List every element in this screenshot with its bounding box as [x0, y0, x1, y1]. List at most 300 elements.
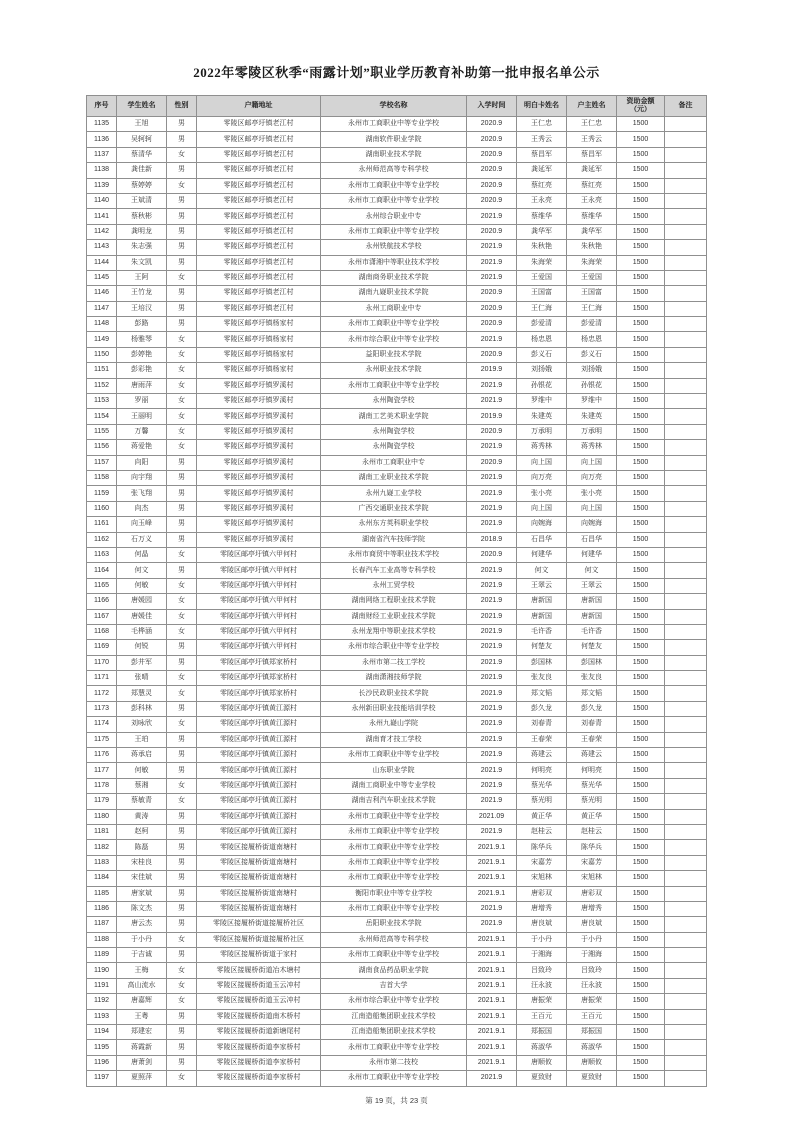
cell-school: 湖南商务职业技术学院 — [321, 270, 467, 285]
cell-remark — [665, 224, 707, 239]
cell-student-name: 龚佳新 — [117, 163, 167, 178]
cell-enroll-date: 2018.9 — [467, 532, 517, 547]
cell-card-name: 何文 — [517, 563, 567, 578]
cell-index: 1154 — [87, 409, 117, 424]
cell-amount: 1500 — [617, 624, 665, 639]
cell-amount: 1500 — [617, 932, 665, 947]
table-row — [87, 886, 707, 901]
cell-enroll-date: 2021.9 — [467, 717, 517, 732]
cell-school: 吉首大学 — [321, 978, 467, 993]
cell-remark — [665, 763, 707, 778]
cell-student-name: 朱文凯 — [117, 255, 167, 270]
cell-address: 零陵区邮亭圩镇老江村 — [197, 178, 321, 193]
cell-student-name: 高山流水 — [117, 978, 167, 993]
cell-remark — [665, 240, 707, 255]
table-row — [87, 117, 707, 132]
cell-amount: 1500 — [617, 317, 665, 332]
cell-amount: 1500 — [617, 470, 665, 485]
cell-enroll-date: 2021.9 — [467, 378, 517, 393]
cell-householder-name: 蔡红亮 — [567, 178, 617, 193]
cell-card-name: 彭爱清 — [517, 317, 567, 332]
cell-card-name: 吕致玲 — [517, 963, 567, 978]
cell-amount: 1500 — [617, 117, 665, 132]
table-row — [87, 486, 707, 501]
cell-school: 永州市工商职业中等专业学校 — [321, 901, 467, 916]
cell-address: 零陵区邮亭圩镇黄江源村 — [197, 809, 321, 824]
cell-amount: 1500 — [617, 563, 665, 578]
cell-householder-name: 彭爱清 — [567, 317, 617, 332]
cell-gender: 女 — [167, 594, 197, 609]
cell-index: 1138 — [87, 163, 117, 178]
cell-address: 零陵区接履桥街道于家村 — [197, 948, 321, 963]
cell-gender: 女 — [167, 363, 197, 378]
cell-school: 益阳职业技术学院 — [321, 347, 467, 362]
cell-gender: 男 — [167, 255, 197, 270]
cell-amount: 1500 — [617, 609, 665, 624]
cell-remark — [665, 701, 707, 716]
cell-enroll-date: 2021.9 — [467, 578, 517, 593]
cell-amount: 1500 — [617, 578, 665, 593]
cell-enroll-date: 2021.9 — [467, 901, 517, 916]
cell-card-name: 何明亮 — [517, 763, 567, 778]
cell-enroll-date: 2021.9 — [467, 563, 517, 578]
cell-enroll-date: 2021.9.1 — [467, 886, 517, 901]
cell-amount: 1500 — [617, 332, 665, 347]
cell-gender: 女 — [167, 347, 197, 362]
cell-student-name: 唐嘉辉 — [117, 994, 167, 1009]
cell-student-name: 蔡湘 — [117, 778, 167, 793]
cell-card-name: 王国富 — [517, 286, 567, 301]
cell-gender: 女 — [167, 609, 197, 624]
cell-householder-name: 龚华军 — [567, 224, 617, 239]
table-row — [87, 640, 707, 655]
cell-gender: 男 — [167, 117, 197, 132]
cell-enroll-date: 2021.9.1 — [467, 1025, 517, 1040]
cell-enroll-date: 2021.9 — [467, 609, 517, 624]
cell-card-name: 蒋秀林 — [517, 440, 567, 455]
cell-remark — [665, 255, 707, 270]
cell-student-name: 蔡婷婷 — [117, 178, 167, 193]
cell-address: 零陵区邮亭圩镇黄江源村 — [197, 701, 321, 716]
cell-address: 零陵区邮亭圩镇罗溪村 — [197, 486, 321, 501]
cell-enroll-date: 2021.9 — [467, 501, 517, 516]
cell-remark — [665, 624, 707, 639]
table-row — [87, 732, 707, 747]
cell-enroll-date: 2020.9 — [467, 193, 517, 208]
cell-householder-name: 何建华 — [567, 547, 617, 562]
table-row — [87, 578, 707, 593]
cell-householder-name: 朱建英 — [567, 409, 617, 424]
cell-index: 1176 — [87, 748, 117, 763]
cell-amount: 1500 — [617, 240, 665, 255]
table-row — [87, 347, 707, 362]
cell-school: 湖南潇湘技师学院 — [321, 671, 467, 686]
cell-householder-name: 何明亮 — [567, 763, 617, 778]
cell-householder-name: 蔡昌军 — [567, 147, 617, 162]
cell-address: 零陵区邮亭圩镇老江村 — [197, 163, 321, 178]
cell-gender: 女 — [167, 994, 197, 1009]
table-row — [87, 378, 707, 393]
cell-householder-name: 向上国 — [567, 501, 617, 516]
cell-enroll-date: 2020.9 — [467, 178, 517, 193]
cell-student-name: 向阳 — [117, 455, 167, 470]
cell-school: 岳阳职业技术学院 — [321, 917, 467, 932]
cell-amount: 1500 — [617, 501, 665, 516]
cell-remark — [665, 193, 707, 208]
cell-amount: 1500 — [617, 748, 665, 763]
cell-card-name: 王秀云 — [517, 132, 567, 147]
roster-table — [86, 95, 707, 1087]
cell-enroll-date: 2020.9 — [467, 347, 517, 362]
cell-index: 1194 — [87, 1025, 117, 1040]
cell-householder-name: 王国富 — [567, 286, 617, 301]
cell-school: 永州市工商职业中等专业学校 — [321, 1071, 467, 1086]
cell-card-name: 刘春青 — [517, 717, 567, 732]
cell-remark — [665, 424, 707, 439]
cell-card-name: 万承明 — [517, 424, 567, 439]
cell-index: 1163 — [87, 547, 117, 562]
cell-gender: 男 — [167, 1055, 197, 1070]
cell-school: 永州市工商职业中等专业学校 — [321, 178, 467, 193]
cell-remark — [665, 163, 707, 178]
cell-student-name: 唐雨萍 — [117, 378, 167, 393]
cell-enroll-date: 2021.9 — [467, 763, 517, 778]
cell-school: 永州东方英科职业学校 — [321, 517, 467, 532]
cell-remark — [665, 347, 707, 362]
cell-address: 零陵区邮亭圩镇郑家桥村 — [197, 686, 321, 701]
table-header — [87, 96, 707, 117]
cell-school: 永州市综合职业中等专业学校 — [321, 332, 467, 347]
cell-card-name: 唐振荣 — [517, 994, 567, 1009]
cell-card-name: 王永亮 — [517, 193, 567, 208]
cell-student-name: 彭科林 — [117, 701, 167, 716]
cell-gender: 女 — [167, 332, 197, 347]
cell-address: 零陵区邮亭圩镇黄江源村 — [197, 748, 321, 763]
cell-address: 零陵区邮亭圩镇六甲何村 — [197, 640, 321, 655]
cell-amount: 1500 — [617, 1025, 665, 1040]
cell-school: 永州铁航技术学校 — [321, 240, 467, 255]
cell-enroll-date: 2021.9.1 — [467, 855, 517, 870]
cell-amount: 1500 — [617, 178, 665, 193]
cell-remark — [665, 886, 707, 901]
cell-school: 湖南工商职业中等专业学校 — [321, 778, 467, 793]
cell-gender: 女 — [167, 578, 197, 593]
cell-remark — [665, 178, 707, 193]
cell-amount: 1500 — [617, 1071, 665, 1086]
cell-school: 永州市工商职业中等专业学校 — [321, 117, 467, 132]
cell-amount: 1500 — [617, 132, 665, 147]
cell-address: 零陵区邮亭圩镇罗溪村 — [197, 501, 321, 516]
cell-card-name: 赵桂云 — [517, 824, 567, 839]
cell-enroll-date: 2020.9 — [467, 547, 517, 562]
cell-householder-name: 王翠云 — [567, 578, 617, 593]
cell-index: 1137 — [87, 147, 117, 162]
cell-amount: 1500 — [617, 840, 665, 855]
cell-remark — [665, 748, 707, 763]
cell-address: 零陵区邮亭圩镇罗溪村 — [197, 424, 321, 439]
table-row — [87, 240, 707, 255]
cell-address: 零陵区邮亭圩镇老江村 — [197, 286, 321, 301]
cell-address: 零陵区邮亭圩镇黄江源村 — [197, 717, 321, 732]
page-number: 第 19 页，共 23 页 — [365, 1096, 428, 1105]
page-title: 2022年零陵区秋季“雨露计划”职业学历教育补助第一批申报名单公示 — [193, 65, 600, 80]
cell-student-name: 王竹龙 — [117, 286, 167, 301]
cell-householder-name: 蔡光华 — [567, 778, 617, 793]
cell-remark — [665, 563, 707, 578]
cell-school: 永州九嶷工业学校 — [321, 486, 467, 501]
cell-gender: 女 — [167, 409, 197, 424]
cell-student-name: 毛桦涵 — [117, 624, 167, 639]
table-row — [87, 609, 707, 624]
cell-index: 1155 — [87, 424, 117, 439]
table-row — [87, 332, 707, 347]
cell-school: 湖南财经工业职业技术学院 — [321, 609, 467, 624]
cell-householder-name: 唐新国 — [567, 594, 617, 609]
cell-card-name: 蔡昌军 — [517, 147, 567, 162]
cell-householder-name: 王百元 — [567, 1009, 617, 1024]
cell-index: 1149 — [87, 332, 117, 347]
cell-gender: 女 — [167, 378, 197, 393]
cell-student-name: 于吉诚 — [117, 948, 167, 963]
cell-enroll-date: 2020.9 — [467, 455, 517, 470]
cell-card-name: 张小亮 — [517, 486, 567, 501]
cell-index: 1170 — [87, 655, 117, 670]
cell-address: 零陵区邮亭圩镇黄江源村 — [197, 763, 321, 778]
table-row — [87, 147, 707, 162]
cell-school: 湖南工艺美术职业学院 — [321, 409, 467, 424]
cell-householder-name: 孙银花 — [567, 378, 617, 393]
cell-address: 零陵区接履桥街道接履桥社区 — [197, 932, 321, 947]
cell-enroll-date: 2020.9 — [467, 224, 517, 239]
cell-householder-name: 蒋淑华 — [567, 1040, 617, 1055]
cell-school: 湖南职业技术学院 — [321, 147, 467, 162]
cell-card-name: 向上国 — [517, 501, 567, 516]
cell-gender: 女 — [167, 932, 197, 947]
cell-address: 零陵区邮亭圩镇老江村 — [197, 132, 321, 147]
cell-school: 永州九嶷山学院 — [321, 717, 467, 732]
cell-school: 长春汽车工业高等专科学校 — [321, 563, 467, 578]
cell-school: 湖南育才技工学校 — [321, 732, 467, 747]
cell-address: 零陵区邮亭圩镇郑家桥村 — [197, 655, 321, 670]
cell-index: 1183 — [87, 855, 117, 870]
cell-enroll-date: 2021.9.1 — [467, 840, 517, 855]
cell-index: 1168 — [87, 624, 117, 639]
cell-enroll-date: 2019.9 — [467, 363, 517, 378]
cell-remark — [665, 486, 707, 501]
cell-remark — [665, 1055, 707, 1070]
cell-gender: 女 — [167, 717, 197, 732]
cell-gender: 男 — [167, 1009, 197, 1024]
cell-address: 零陵区邮亭圩镇老江村 — [197, 224, 321, 239]
cell-index: 1146 — [87, 286, 117, 301]
cell-index: 1139 — [87, 178, 117, 193]
cell-student-name: 蔡敏青 — [117, 794, 167, 809]
table-row — [87, 686, 707, 701]
cell-address: 零陵区邮亭圩镇杨家村 — [197, 363, 321, 378]
cell-enroll-date: 2021.9.1 — [467, 932, 517, 947]
cell-amount: 1500 — [617, 1040, 665, 1055]
cell-enroll-date: 2019.9 — [467, 409, 517, 424]
cell-amount: 1500 — [617, 270, 665, 285]
cell-householder-name: 吕致玲 — [567, 963, 617, 978]
cell-gender: 女 — [167, 978, 197, 993]
table-row — [87, 994, 707, 1009]
cell-amount: 1500 — [617, 209, 665, 224]
cell-gender: 女 — [167, 147, 197, 162]
cell-school: 永州市工商职业中等专业学校 — [321, 317, 467, 332]
cell-index: 1165 — [87, 578, 117, 593]
cell-card-name: 蔡红亮 — [517, 178, 567, 193]
cell-card-name: 孙银花 — [517, 378, 567, 393]
cell-remark — [665, 270, 707, 285]
cell-enroll-date: 2021.9 — [467, 701, 517, 716]
table-row — [87, 409, 707, 424]
cell-index: 1178 — [87, 778, 117, 793]
cell-card-name: 唐新国 — [517, 609, 567, 624]
cell-gender: 男 — [167, 824, 197, 839]
cell-index: 1181 — [87, 824, 117, 839]
cell-remark — [665, 963, 707, 978]
column-header-gender: 性别 — [167, 96, 197, 117]
column-header-index: 序号 — [87, 96, 117, 117]
cell-address: 零陵区接履桥街道李家桥村 — [197, 1040, 321, 1055]
cell-card-name: 何楚友 — [517, 640, 567, 655]
cell-remark — [665, 209, 707, 224]
cell-enroll-date: 2021.9.1 — [467, 994, 517, 1009]
cell-address: 零陵区邮亭圩镇老江村 — [197, 209, 321, 224]
cell-index: 1160 — [87, 501, 117, 516]
cell-enroll-date: 2021.9 — [467, 778, 517, 793]
cell-gender: 男 — [167, 470, 197, 485]
cell-gender: 女 — [167, 1071, 197, 1086]
cell-index: 1141 — [87, 209, 117, 224]
cell-amount: 1500 — [617, 363, 665, 378]
table-body — [87, 117, 707, 1087]
table-row — [87, 778, 707, 793]
cell-card-name: 唐良斌 — [517, 917, 567, 932]
table-row — [87, 871, 707, 886]
cell-card-name: 彭久龙 — [517, 701, 567, 716]
cell-enroll-date: 2020.9 — [467, 117, 517, 132]
cell-householder-name: 于小丹 — [567, 932, 617, 947]
cell-index: 1144 — [87, 255, 117, 270]
cell-student-name: 蔡秋彬 — [117, 209, 167, 224]
cell-school: 永州市工商职业中等专业学校 — [321, 809, 467, 824]
cell-gender: 男 — [167, 193, 197, 208]
cell-remark — [665, 286, 707, 301]
cell-gender: 男 — [167, 732, 197, 747]
cell-school: 永州龙翔中等职业技术学校 — [321, 624, 467, 639]
cell-remark — [665, 1071, 707, 1086]
cell-amount: 1500 — [617, 948, 665, 963]
cell-remark — [665, 640, 707, 655]
cell-amount: 1500 — [617, 917, 665, 932]
cell-gender: 男 — [167, 163, 197, 178]
cell-card-name: 王百元 — [517, 1009, 567, 1024]
cell-enroll-date: 2021.9 — [467, 270, 517, 285]
cell-card-name: 向上国 — [517, 455, 567, 470]
cell-enroll-date: 2021.9 — [467, 640, 517, 655]
cell-householder-name: 王仁忠 — [567, 117, 617, 132]
cell-school: 衡阳市职业中等专业学校 — [321, 886, 467, 901]
cell-amount: 1500 — [617, 455, 665, 470]
cell-school: 永州工商职业中专 — [321, 301, 467, 316]
cell-amount: 1500 — [617, 763, 665, 778]
column-header-address: 户籍地址 — [197, 96, 321, 117]
cell-index: 1135 — [87, 117, 117, 132]
cell-amount: 1500 — [617, 701, 665, 716]
cell-student-name: 向杰 — [117, 501, 167, 516]
cell-address: 零陵区邮亭圩镇黄江源村 — [197, 732, 321, 747]
cell-householder-name: 蒋建云 — [567, 748, 617, 763]
cell-householder-name: 向婉海 — [567, 517, 617, 532]
cell-index: 1145 — [87, 270, 117, 285]
cell-remark — [665, 824, 707, 839]
cell-gender: 男 — [167, 224, 197, 239]
cell-amount: 1500 — [617, 778, 665, 793]
cell-school: 永州新田职业技能培训学校 — [321, 701, 467, 716]
table-row — [87, 224, 707, 239]
cell-householder-name: 黄正华 — [567, 809, 617, 824]
cell-amount: 1500 — [617, 163, 665, 178]
cell-index: 1191 — [87, 978, 117, 993]
cell-student-name: 宋佳斌 — [117, 871, 167, 886]
cell-householder-name: 张友良 — [567, 671, 617, 686]
table-row — [87, 840, 707, 855]
cell-remark — [665, 117, 707, 132]
cell-card-name: 郑文韬 — [517, 686, 567, 701]
cell-card-name: 唐增秀 — [517, 901, 567, 916]
cell-enroll-date: 2021.9.1 — [467, 948, 517, 963]
cell-remark — [665, 301, 707, 316]
cell-amount: 1500 — [617, 409, 665, 424]
cell-student-name: 何文 — [117, 563, 167, 578]
cell-enroll-date: 2021.9 — [467, 686, 517, 701]
cell-gender: 女 — [167, 624, 197, 639]
cell-student-name: 宋桂良 — [117, 855, 167, 870]
table-row — [87, 455, 707, 470]
cell-gender: 男 — [167, 455, 197, 470]
cell-householder-name: 唐良斌 — [567, 917, 617, 932]
cell-student-name: 何敏 — [117, 763, 167, 778]
cell-student-name: 唐媛园 — [117, 594, 167, 609]
cell-address: 零陵区邮亭圩镇六甲何村 — [197, 624, 321, 639]
table-row — [87, 655, 707, 670]
cell-student-name: 唐萧剑 — [117, 1055, 167, 1070]
cell-card-name: 朱海荣 — [517, 255, 567, 270]
cell-remark — [665, 455, 707, 470]
cell-householder-name: 向万亮 — [567, 470, 617, 485]
cell-student-name: 何晶 — [117, 547, 167, 562]
cell-remark — [665, 901, 707, 916]
table-row — [87, 563, 707, 578]
cell-gender: 男 — [167, 886, 197, 901]
cell-school: 江南造船集团职业技术学校 — [321, 1025, 467, 1040]
cell-gender: 男 — [167, 240, 197, 255]
cell-student-name: 王梅 — [117, 963, 167, 978]
cell-card-name: 罗维中 — [517, 394, 567, 409]
cell-index: 1192 — [87, 994, 117, 1009]
cell-card-name: 龚华军 — [517, 224, 567, 239]
cell-householder-name: 蔡维华 — [567, 209, 617, 224]
cell-remark — [665, 1009, 707, 1024]
cell-card-name: 唐彩双 — [517, 886, 567, 901]
cell-enroll-date: 2021.9 — [467, 470, 517, 485]
cell-gender: 女 — [167, 270, 197, 285]
table-row — [87, 963, 707, 978]
cell-index: 1177 — [87, 763, 117, 778]
cell-gender: 男 — [167, 532, 197, 547]
